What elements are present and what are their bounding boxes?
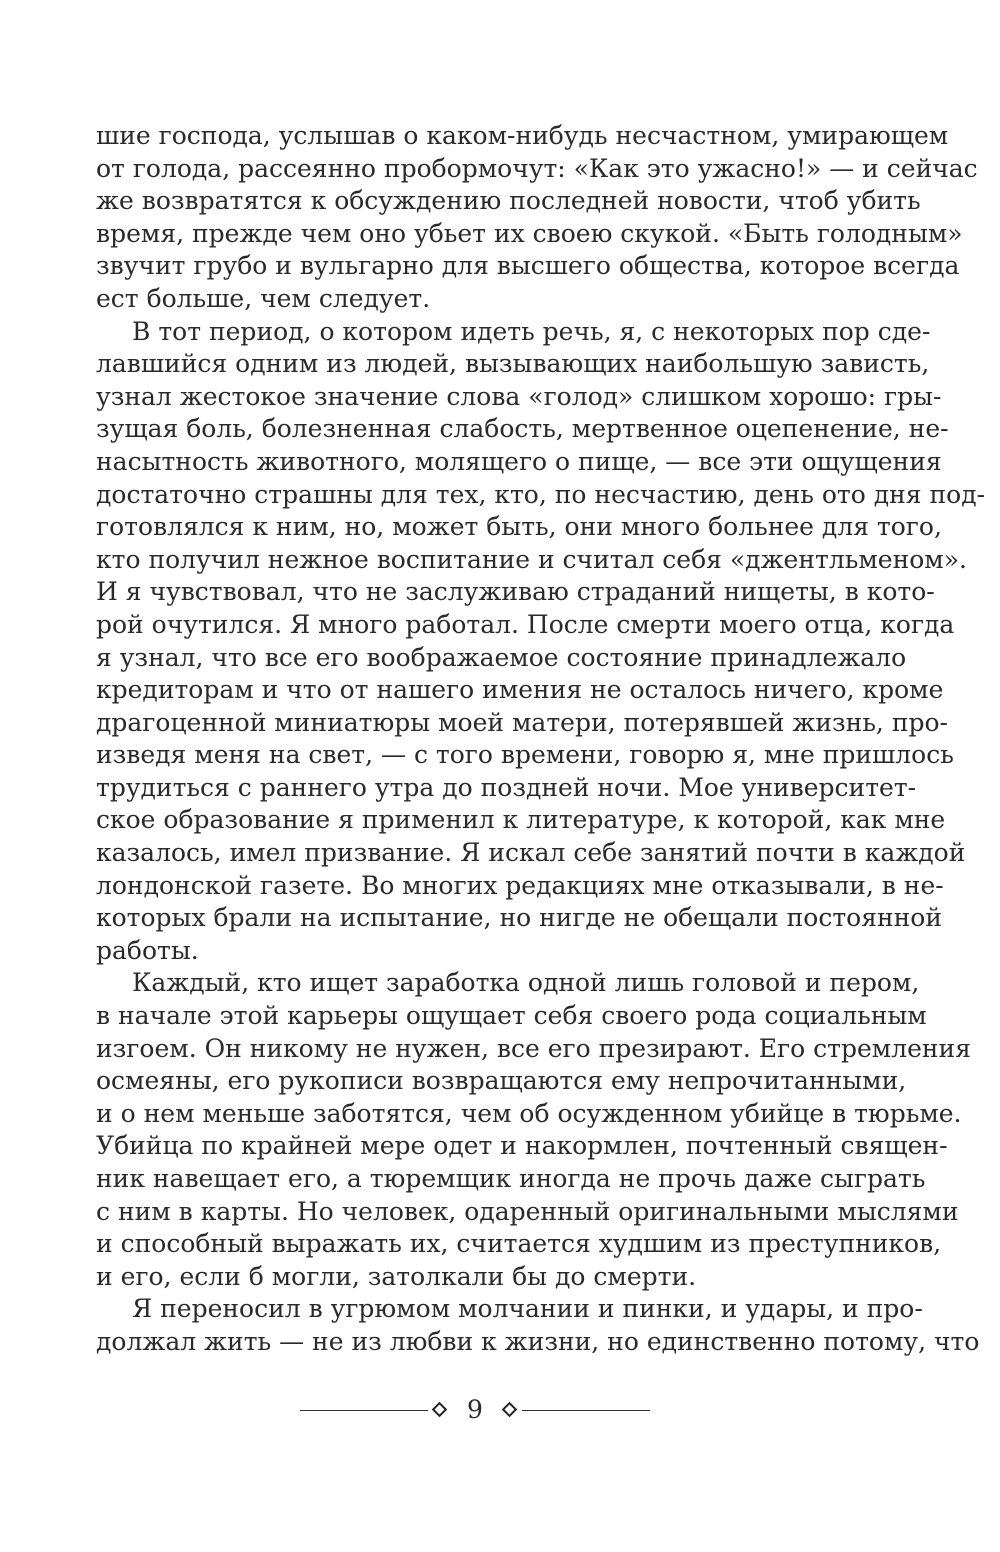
text-line: и о нем меньше заботятся, чем об осужденном убийце в тюрьме. xyxy=(96,1098,962,1128)
text-line: узнал жестокое значение слова «голод» слишком хорошо: гры- xyxy=(96,381,942,411)
text-line: изгоем. Он никому не нужен, все его презирают. Его стремления xyxy=(96,1033,971,1063)
text-line: изведя меня на свет, — с того времени, говорю я, мне пришлось xyxy=(96,740,954,770)
folio-rule-left xyxy=(300,1410,428,1411)
text-line: лондонской газете. Во многих редакциях мне отказывали, в не- xyxy=(96,870,944,900)
page-number: 9 xyxy=(467,1395,483,1424)
text-line: казалось, имел призвание. Я искал себе занятий почти в каждой xyxy=(96,838,966,868)
text-line: ест больше, чем следует. xyxy=(96,283,431,313)
text-line: ское образование я применил к литературе, к которой, как мне xyxy=(96,805,946,835)
text-line: и его, если б могли, затолкали бы до смерти. xyxy=(96,1261,697,1291)
text-line: достаточно страшны для тех, кто, по несчастию, день ото дня под- xyxy=(96,479,986,509)
text-line: В тот период, о котором идеть речь, я, с некоторых пор сде- xyxy=(132,316,931,346)
body-text xyxy=(96,120,986,1359)
diamond-ornament-icon xyxy=(502,1402,518,1418)
text-line: работы. xyxy=(96,935,199,965)
text-line: же возвратятся к обсуждению последней новости, чтоб убить xyxy=(96,186,921,216)
diamond-ornament-icon xyxy=(432,1402,448,1418)
text-line: ник навещает его, а тюремщик иногда не прочь даже сыграть xyxy=(96,1164,926,1193)
text-line: зущая боль, болезненная слабость, мертвенное оцепенение, не- xyxy=(96,414,949,444)
text-line: с ним в карты. Но человек, одаренный оригинальными мыслями xyxy=(96,1196,959,1226)
text-line: насытность животного, молящего о пище, — все эти ощущения xyxy=(96,446,942,476)
text-line: я узнал, что все его воображаемое состояние принадлежало xyxy=(96,642,907,672)
text-line: драгоценной миниатюры моей матери, потерявшей жизнь, про- xyxy=(96,707,948,737)
folio-rule-right xyxy=(522,1410,650,1411)
text-line: И я чувствовал, что не заслуживаю страданий нищеты, в кото- xyxy=(96,577,935,607)
text-line: Каждый, кто ищет заработка одной лишь головой и пером, xyxy=(132,968,920,998)
text-line: Я переносил в угрюмом молчании и пинки, и удары, и про- xyxy=(132,1294,923,1324)
text-line: рой очутился. Я много работал. После смерти моего отца, когда xyxy=(96,609,955,639)
text-line: которых брали на испытание, но нигде не обещали постоянной xyxy=(96,903,943,933)
text-line: звучит грубо и вульгарно для высшего общества, которое всегда xyxy=(96,251,960,281)
text-line: готовлялся к ним, но, может быть, они много больнее для того, xyxy=(96,512,942,542)
text-line: лавшийся одним из людей, вызывающих наибольшую зависть, xyxy=(96,349,930,379)
text-line: шие господа, услышав о каком-нибудь несчастном, умирающем xyxy=(96,121,949,150)
text-line: трудиться с раннего утра до поздней ночи. Мое университет- xyxy=(96,772,917,802)
page-folio xyxy=(300,1396,650,1426)
text-line: и способный выражать их, считается худшим из преступников, xyxy=(96,1229,942,1259)
text-line: кто получил нежное воспитание и считал себя «джентльменом». xyxy=(96,544,967,574)
text-line: в начале этой карьеры ощущает себя своего рода социальным xyxy=(96,1001,927,1031)
text-line: осмеяны, его рукописи возвращаются ему непрочитанными, xyxy=(96,1066,907,1096)
text-line: кредиторам и что от нашего имения не осталось ничего, кроме xyxy=(96,675,944,705)
text-line: время, прежде чем оно убьет их своею скукой. «Быть голодным» xyxy=(96,218,963,248)
text-line: должал жить — не из любви к жизни, но единственно потому, что xyxy=(96,1326,980,1356)
text-line: Убийца по крайней мере одет и накормлен, почтенный священ- xyxy=(96,1131,948,1161)
text-line: от голода, рассеянно пробормочут: «Как это ужасно!» — и сейчас xyxy=(96,153,978,183)
